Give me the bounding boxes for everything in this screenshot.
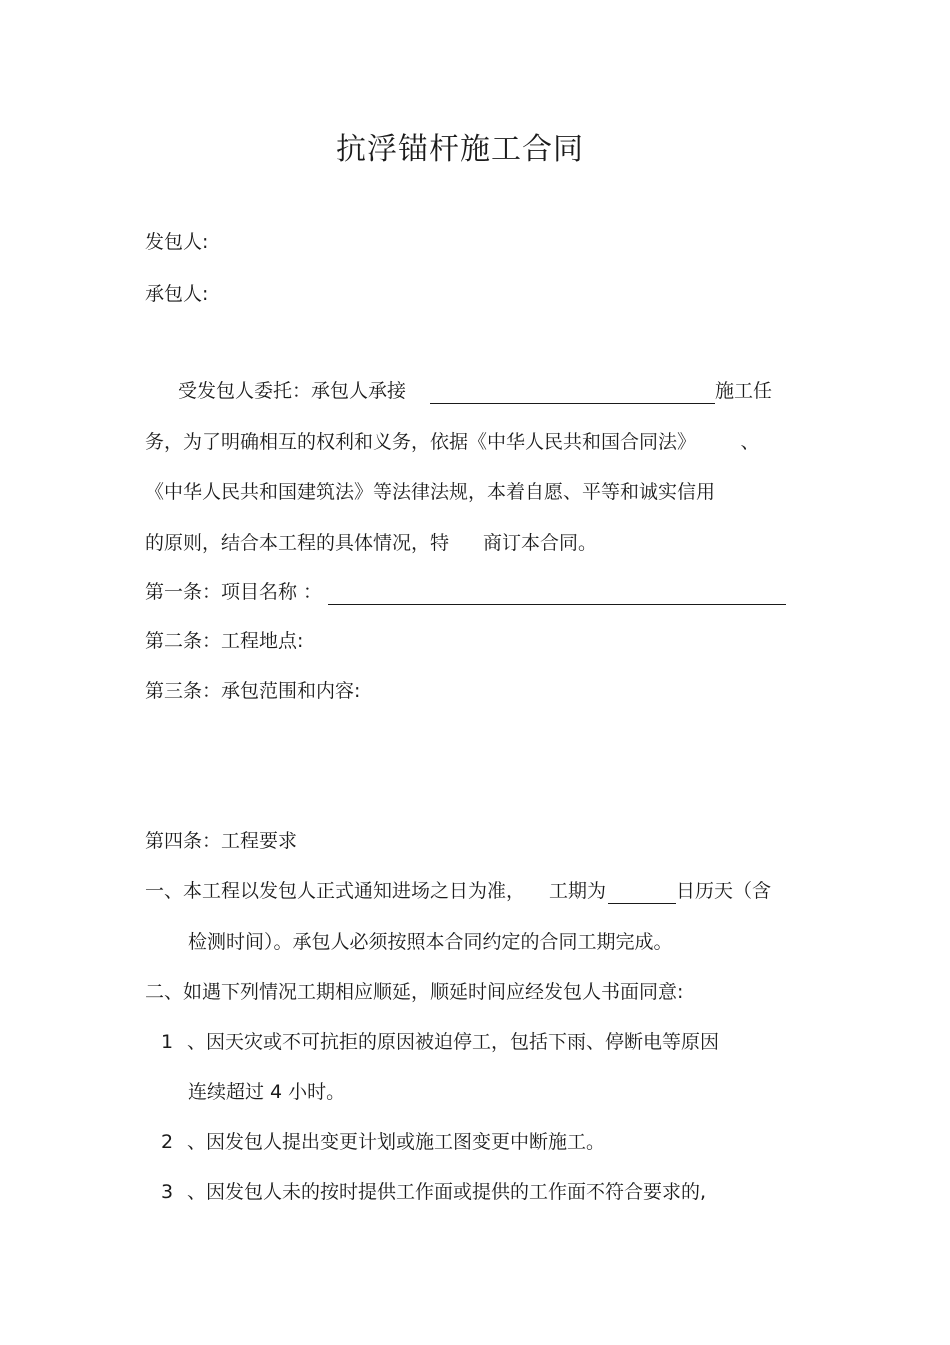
article-1: [145, 579, 786, 605]
article-3: 第三条：承包范围和内容:: [145, 680, 361, 702]
preamble-line-4: [145, 530, 597, 556]
list-item-text: 、因发包人提出变更计划或施工图变更中断施工。: [187, 1131, 606, 1153]
preamble-text-1: 受发包人委托：承包人承接: [178, 380, 407, 402]
requirement-1-text-a: 一、本工程以发包人正式通知进场之日为准，: [145, 880, 526, 902]
list-item: [161, 1129, 605, 1155]
preamble-text-4a: 的原则，结合本工程的具体情况，特: [145, 532, 450, 554]
preamble-text-2: 务，为了明确相互的权利和义务，依据《中华人民共和国合同法》: [145, 431, 687, 453]
preamble-text-4b: 商订本合同。: [483, 532, 598, 554]
preamble-line-3: 《中华人民共和国建筑法》等法律法规，本着自愿、平等和诚实信用: [145, 481, 716, 503]
list-item-text: 、因天灾或不可抗拒的原因被迫停工，包括下雨、停断电等原因: [187, 1031, 720, 1053]
requirement-1: [145, 878, 771, 904]
project-name-blank[interactable]: [328, 582, 786, 605]
document-title: 抗浮锚杆施工合同: [336, 132, 584, 167]
preamble-text-2b: 、: [740, 431, 760, 453]
requirement-1-cont: 检测时间）。承包人必须按照本合同约定的合同工期完成。: [188, 931, 673, 953]
duration-blank[interactable]: [608, 881, 676, 904]
article-4: 第四条：工程要求: [145, 830, 298, 852]
project-blank[interactable]: [430, 381, 715, 404]
requirement-1-text-b: 工期为: [549, 880, 607, 902]
list-item: [161, 1179, 706, 1205]
list-item-number: 3: [161, 1181, 174, 1203]
contractor-line: 承包人:: [145, 283, 209, 305]
employer-line: 发包人:: [145, 231, 209, 253]
preamble-line-1: [178, 378, 772, 404]
article-2: 第二条：工程地点:: [145, 630, 304, 652]
list-item-cont: 连续超过 4 小时。: [188, 1081, 346, 1103]
list-item-number: 1: [161, 1031, 174, 1053]
list-item-number: 2: [161, 1131, 174, 1153]
requirement-2: 二、如遇下列情况工期相应顺延，顺延时间应经发包人书面同意:: [145, 981, 684, 1003]
list-item-text: 、因发包人未的按时提供工作面或提供的工作面不符合要求的,: [187, 1181, 707, 1203]
preamble-line-2: [145, 429, 760, 455]
requirement-1-text-c: 日历天（含: [676, 880, 772, 902]
article-1-label: 第一条：项目名称 ：: [145, 581, 323, 603]
list-item: [161, 1029, 719, 1055]
preamble-text-1b: 施工任: [715, 380, 773, 402]
